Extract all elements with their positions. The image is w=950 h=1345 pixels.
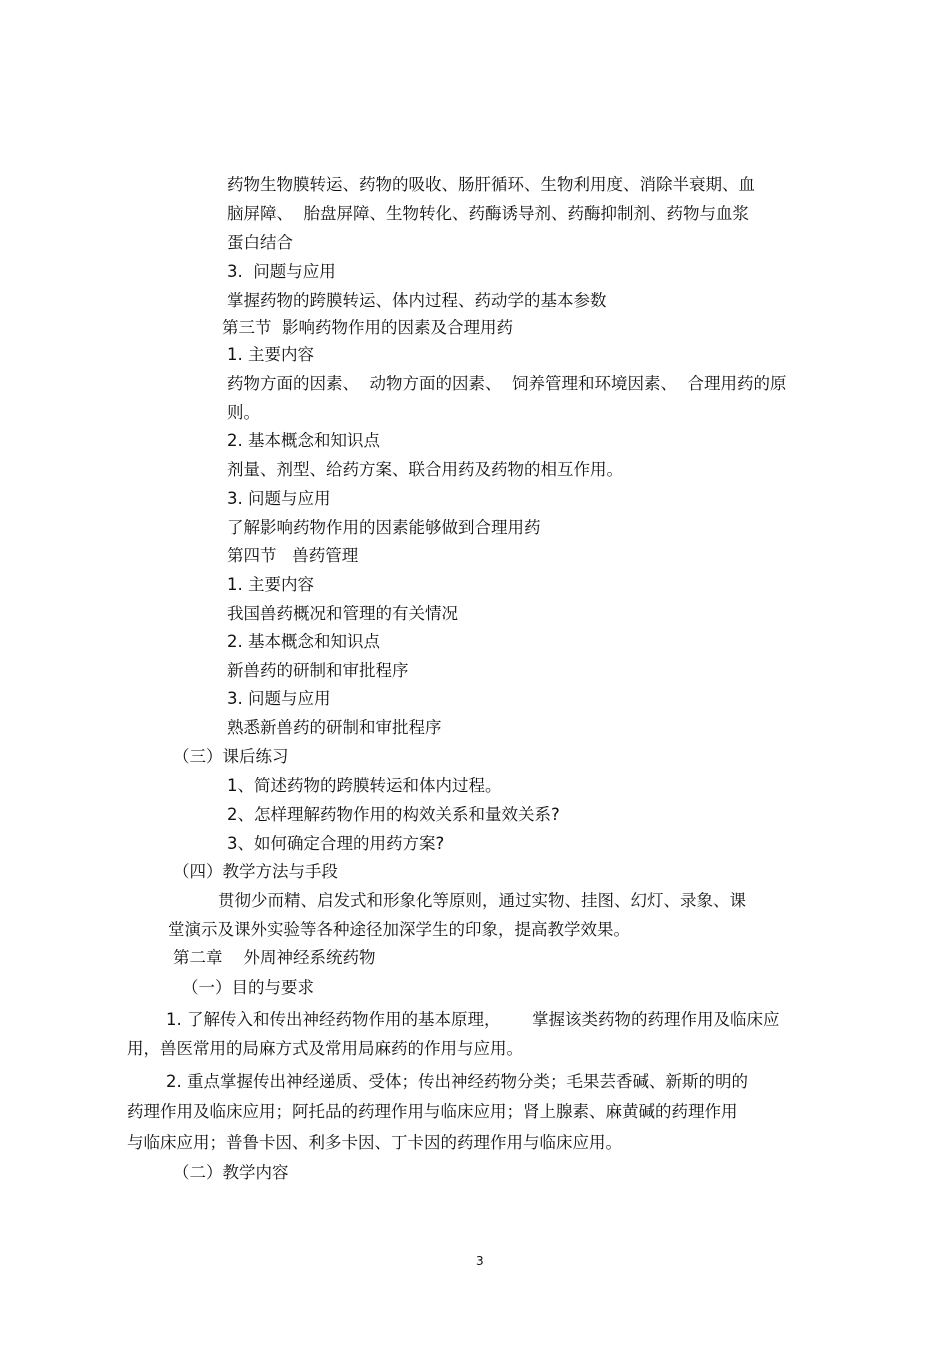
text-line: 药物方面的因素、 动物方面的因素、 饲养管理和环境因素、 合理用药的原 — [227, 374, 787, 393]
text-line: 掌握药物的跨膜转运、体内过程、药动学的基本参数 — [227, 291, 607, 310]
text-line: 熟悉新兽药的研制和审批程序 — [227, 718, 442, 737]
chapter-heading: 第二章 外周神经系统药物 — [173, 948, 376, 967]
text-line: 药物生物膜转运、药物的吸收、肠肝循环、生物利用度、消除半衰期、血 — [227, 175, 755, 194]
section-heading: 第三节 影响药物作用的因素及合理用药 — [222, 318, 513, 337]
subsection-heading: （四）教学方法与手段 — [173, 862, 338, 881]
section-heading: 第四节 兽药管理 — [227, 546, 359, 565]
exercise-item: 3、如何确定合理的用药方案? — [227, 834, 445, 853]
text-line: 新兽药的研制和审批程序 — [227, 661, 409, 680]
text-line: 则。 — [227, 403, 260, 422]
text-line: 脑屏障、 胎盘屏障、生物转化、药酶诱导剂、药酶抑制剂、药物与血浆 — [227, 204, 749, 223]
text-line: 1. 了解传入和传出神经药物作用的基本原理， 掌握该类药物的药理作用及临床应 — [166, 1010, 780, 1029]
text-line: 2. 基本概念和知识点 — [227, 431, 380, 450]
text-line: 2. 基本概念和知识点 — [227, 632, 380, 651]
text-line: 了解影响药物作用的因素能够做到合理用药 — [227, 518, 541, 537]
text-line: 3. 问题与应用 — [227, 262, 336, 281]
text-line: 1. 主要内容 — [227, 345, 314, 364]
text-line: 药理作用及临床应用；阿托品的药理作用与临床应用；肾上腺素、麻黄碱的药理作用 — [127, 1102, 738, 1121]
subsection-heading: （一）目的与要求 — [182, 978, 314, 997]
subsection-heading: （二）教学内容 — [173, 1163, 289, 1182]
text-line: 蛋白结合 — [227, 233, 293, 252]
text-line: 贯彻少而精、启发式和形象化等原则，通过实物、挂图、幻灯、录象、课 — [218, 891, 746, 910]
text-line: 1. 主要内容 — [227, 575, 314, 594]
text-line: 堂演示及课外实验等各种途径加深学生的印象，提高教学效果。 — [168, 920, 630, 939]
exercise-item: 1、简述药物的跨膜转运和体内过程。 — [227, 776, 502, 795]
text-line: 3. 问题与应用 — [227, 689, 331, 708]
text-line: 2. 重点掌握传出神经递质、受体；传出神经药物分类；毛果芸香碱、新斯的明的 — [166, 1072, 748, 1091]
subsection-heading: （三）课后练习 — [173, 747, 289, 766]
exercise-item: 2、怎样理解药物作用的构效关系和量效关系? — [227, 805, 560, 824]
text-line: 剂量、剂型、给药方案、联合用药及药物的相互作用。 — [227, 460, 623, 479]
page-number: 3 — [476, 1254, 484, 1268]
text-line: 3. 问题与应用 — [227, 489, 331, 508]
text-line: 用，兽医常用的局麻方式及常用局麻药的作用与应用。 — [127, 1039, 523, 1058]
text-line: 我国兽药概况和管理的有关情况 — [227, 604, 458, 623]
text-line: 与临床应用；普鲁卡因、利多卡因、丁卡因的药理作用与临床应用。 — [127, 1133, 622, 1152]
